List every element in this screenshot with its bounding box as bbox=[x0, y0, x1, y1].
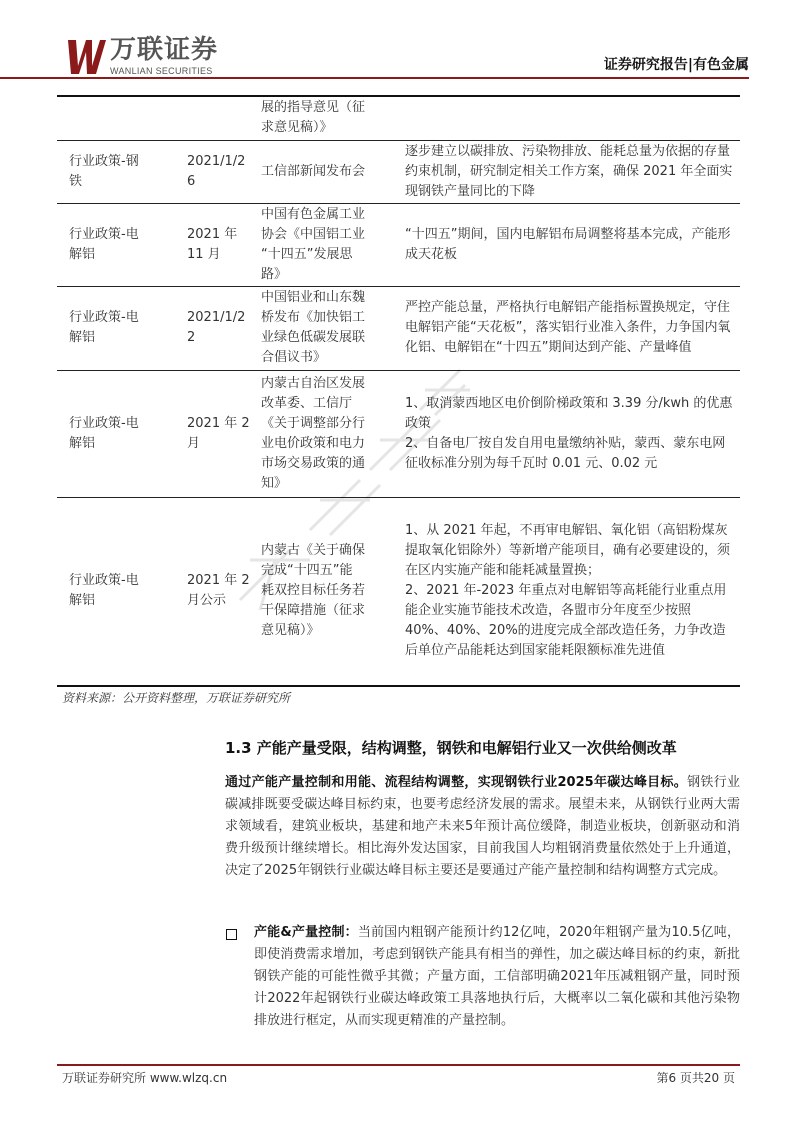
cell-source: 展的指导意见（征 求意见稿）》 bbox=[261, 100, 366, 136]
cell-source: 内蒙古《关于确保 完成“十四五”能 耗双控目标任务若 干保障措施（征求 意见稿）》 bbox=[257, 497, 393, 686]
cell-source: 中国铝业和山东魏 桥发布《加快铝工 业绿色低碳发展联 合倡议书》 bbox=[257, 286, 393, 370]
report-type: 证券研究报告|有色金属 bbox=[603, 57, 749, 73]
page-number: 第6 页共20 页 bbox=[656, 1071, 735, 1085]
bullet-item bbox=[254, 922, 740, 1032]
cell-source: 工信部新闻发布会 bbox=[257, 140, 393, 203]
table-row bbox=[57, 370, 740, 497]
table-row bbox=[57, 140, 740, 203]
policy-table bbox=[57, 95, 740, 687]
cell-content: 严控产能总量，严格执行电解铝产能指标置换规定，守住电解铝产能“天花板”，落实铝行业准入条件，力争国内氧化铝、电解铝在“十四五”期间达到产能、产量峰值 bbox=[393, 286, 740, 370]
table-row bbox=[57, 497, 740, 686]
table-source-note: 资料来源：公开资料整理，万联证券研究所 bbox=[62, 691, 291, 705]
table-row bbox=[57, 286, 740, 370]
table-row bbox=[57, 96, 740, 140]
cell-content: 逐步建立以碳排放、污染物排放、能耗总量为依据的存量约束机制，研究制定相关工作方案，确保 2021 年全面实现钢铁产量同比的下降 bbox=[393, 140, 740, 203]
cell-content: “十四五”期间，国内电解铝布局调整将基本完成，产能形成天花板 bbox=[393, 203, 740, 286]
logo-name-cn: 万联证券 bbox=[110, 35, 219, 65]
cell-category: 行业政策-电 解铝 bbox=[57, 370, 183, 497]
cell-category bbox=[57, 96, 183, 140]
cell-content bbox=[393, 96, 740, 140]
footer-website: 万联证券研究所 www.wlzq.cn bbox=[62, 1071, 228, 1085]
cell-content: 1、从 2021 年起，不再审电解铝、氧化铝（高铝粉煤灰提取氧化铝除外）等新增产能项目，确有必要建设的，须在区内实施产能和能耗减量置换； 2、2021 年-2023 年重点对电解铝等高耗能行业重点用能企业实施节能技术改造，各盟市分年度至少按照 40%、40%、20%的进度完成全部改造任务，力争改造后单位产品能耗达到国家能耗限额标准先进值 bbox=[393, 497, 740, 686]
cell-date: 2021 年 2 月公示 bbox=[183, 497, 257, 686]
logo-w-icon bbox=[66, 40, 106, 74]
cell-date: 2021/1/2 6 bbox=[183, 140, 257, 203]
section-title: 1.3 产能产量受限，结构调整，钢铁和电解铝行业又一次供给侧改革 bbox=[225, 739, 677, 757]
paragraph-body: 钢铁行业碳减排既要受碳达峰目标约束，也要考虑经济发展的需求。展望未来，从钢铁行业两大需求领域看，建筑业板块，基建和地产未来5年预计高位缓降，制造业板块，创新驱动和消费升级预计继续增长。相比海外发达国家，目前我国人均粗钢消费量依然处于上升通道，决定了2025年钢铁行业碳达峰目标主要还是要通过产能产量控制和结构调整方式完成。 bbox=[225, 775, 740, 878]
cell-date: 2021 年 11 月 bbox=[183, 203, 257, 286]
header-divider bbox=[0, 77, 749, 79]
footer-divider bbox=[57, 1064, 740, 1066]
cell-category: 行业政策-电 解铝 bbox=[57, 286, 183, 370]
paragraph-lead: 通过产能产量控制和用能、流程结构调整，实现钢铁行业2025年碳达峰目标。 bbox=[225, 775, 688, 790]
cell-category: 行业政策-钢 铁 bbox=[57, 140, 183, 203]
bullet-square-icon bbox=[226, 929, 237, 940]
cell-date bbox=[183, 96, 257, 140]
section-paragraph bbox=[225, 772, 740, 882]
cell-category: 行业政策-电 解铝 bbox=[57, 497, 183, 686]
bullet-lead: 产能&产量控制： bbox=[254, 925, 358, 940]
table-row bbox=[57, 203, 740, 286]
bullet-body: 当前国内粗钢产能预计约12亿吨，2020年粗钢产量为10.5亿吨，即使消费需求增加，考虑到钢铁产能具有相当的弹性，加之碳达峰目标的约束，新批钢铁产能的可能性微乎其微；产量方面，工信部明确2021年压减粗钢产量，同时预计2022年起钢铁行业碳达峰政策工具落地执行后，大概率以二氧化碳和其他污染物排放进行框定，从而实现更精准的产量控制。 bbox=[254, 925, 740, 1028]
cell-content: 1、取消蒙西地区电价倒阶梯政策和 3.39 分/kwh 的优惠政策 2、自备电厂按自发自用电量缴纳补贴，蒙西、蒙东电网征收标准分别为每千瓦时 0.01 元、0.02 元 bbox=[393, 370, 740, 497]
cell-date: 2021/1/2 2 bbox=[183, 286, 257, 370]
cell-source: 内蒙古自治区发展 改革委、工信厅 《关于调整部分行 业电价政策和电力 市场交易政策的通 知》 bbox=[257, 370, 393, 497]
logo-name-en: WANLIAN SECURITIES bbox=[110, 66, 213, 76]
cell-category: 行业政策-电 解铝 bbox=[57, 203, 183, 286]
cell-date: 2021 年 2 月 bbox=[183, 370, 257, 497]
cell-source: 中国有色金属工业 协会《中国铝工业 “十四五”发展思 路》 bbox=[257, 203, 393, 286]
